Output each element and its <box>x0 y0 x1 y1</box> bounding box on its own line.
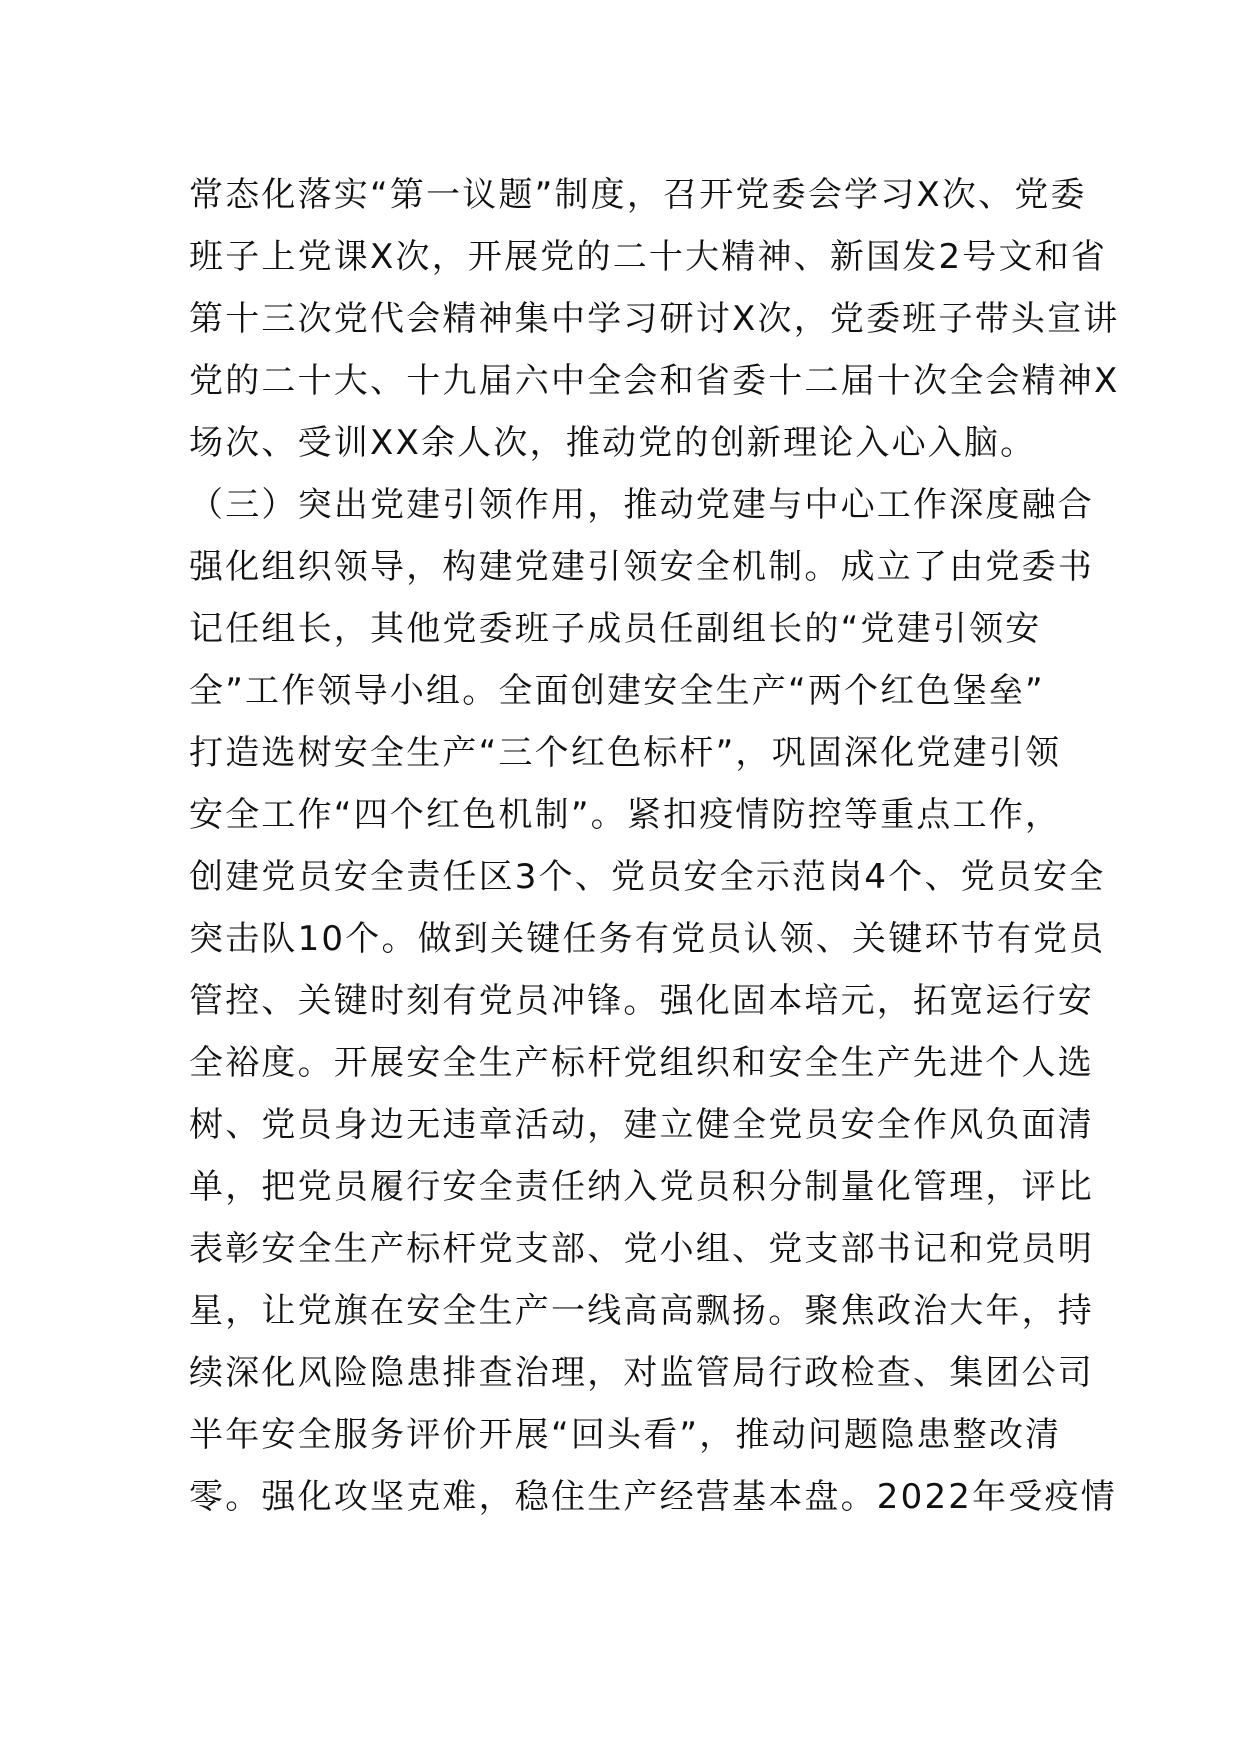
text-line: 党的二十大、十九届六中全会和省委十二届十次全会精神X <box>189 361 1120 401</box>
text-line: 单，把党员履行安全责任纳入党员积分制量化管理，评比 <box>189 1167 1094 1207</box>
body-text <box>189 164 1120 1528</box>
text-line: 突击队10个。做到关键任务有党员认领、关键环节有党员 <box>189 919 1106 959</box>
text-line: 续深化风险隐患排查治理，对监管局行政检查、集团公司 <box>189 1353 1094 1393</box>
text-line: 打造选树安全生产“三个红色标杆”，巩固深化党建引领 <box>189 733 1062 773</box>
text-line: 创建党员安全责任区3个、党员安全示范岗4个、党员安全 <box>189 857 1106 897</box>
text-line: 半年安全服务评价开展“回头看”，推动问题隐患整改清 <box>189 1415 1062 1455</box>
text-line: 全”工作领导小组。全面创建安全生产“两个红色堡垒” <box>189 671 1045 711</box>
text-line: 树、党员身边无违章活动，建立健全党员安全作风负面清 <box>189 1105 1094 1145</box>
text-line: 班子上党课X次，开展党的二十大精神、新国发2号文和省 <box>189 237 1108 277</box>
text-line: 星，让党旗在安全生产一线高高飘扬。聚焦政治大年，持 <box>189 1291 1094 1331</box>
text-line: 第十三次党代会精神集中学习研讨X次，党委班子带头宣讲 <box>189 299 1120 339</box>
text-line: 安全工作“四个红色机制”。紧扣疫情防控等重点工作， <box>189 795 1062 835</box>
section-heading: （三）突出党建引领作用，推动党建与中心工作深度融合 <box>189 485 1094 525</box>
text-line: 表彰安全生产标杆党支部、党小组、党支部书记和党员明 <box>189 1229 1094 1269</box>
text-line: 管控、关键时刻有党员冲锋。强化固本培元，拓宽运行安 <box>189 981 1094 1021</box>
text-line: 全裕度。开展安全生产标杆党组织和安全生产先进个人选 <box>189 1043 1094 1083</box>
text-line: 记任组长，其他党委班子成员任副组长的“党建引领安 <box>189 609 1042 649</box>
text-line: 场次、受训XX余人次，推动党的创新理论入心入脑。 <box>189 423 1037 463</box>
text-line: 常态化落实“第一议题”制度，召开党委会学习X次、党委 <box>189 175 1087 215</box>
text-line: 强化组织领导，构建党建引领安全机制。成立了由党委书 <box>189 547 1094 587</box>
text-line: 零。强化攻坚克难，稳住生产经营基本盘。2022年受疫情 <box>189 1477 1117 1517</box>
